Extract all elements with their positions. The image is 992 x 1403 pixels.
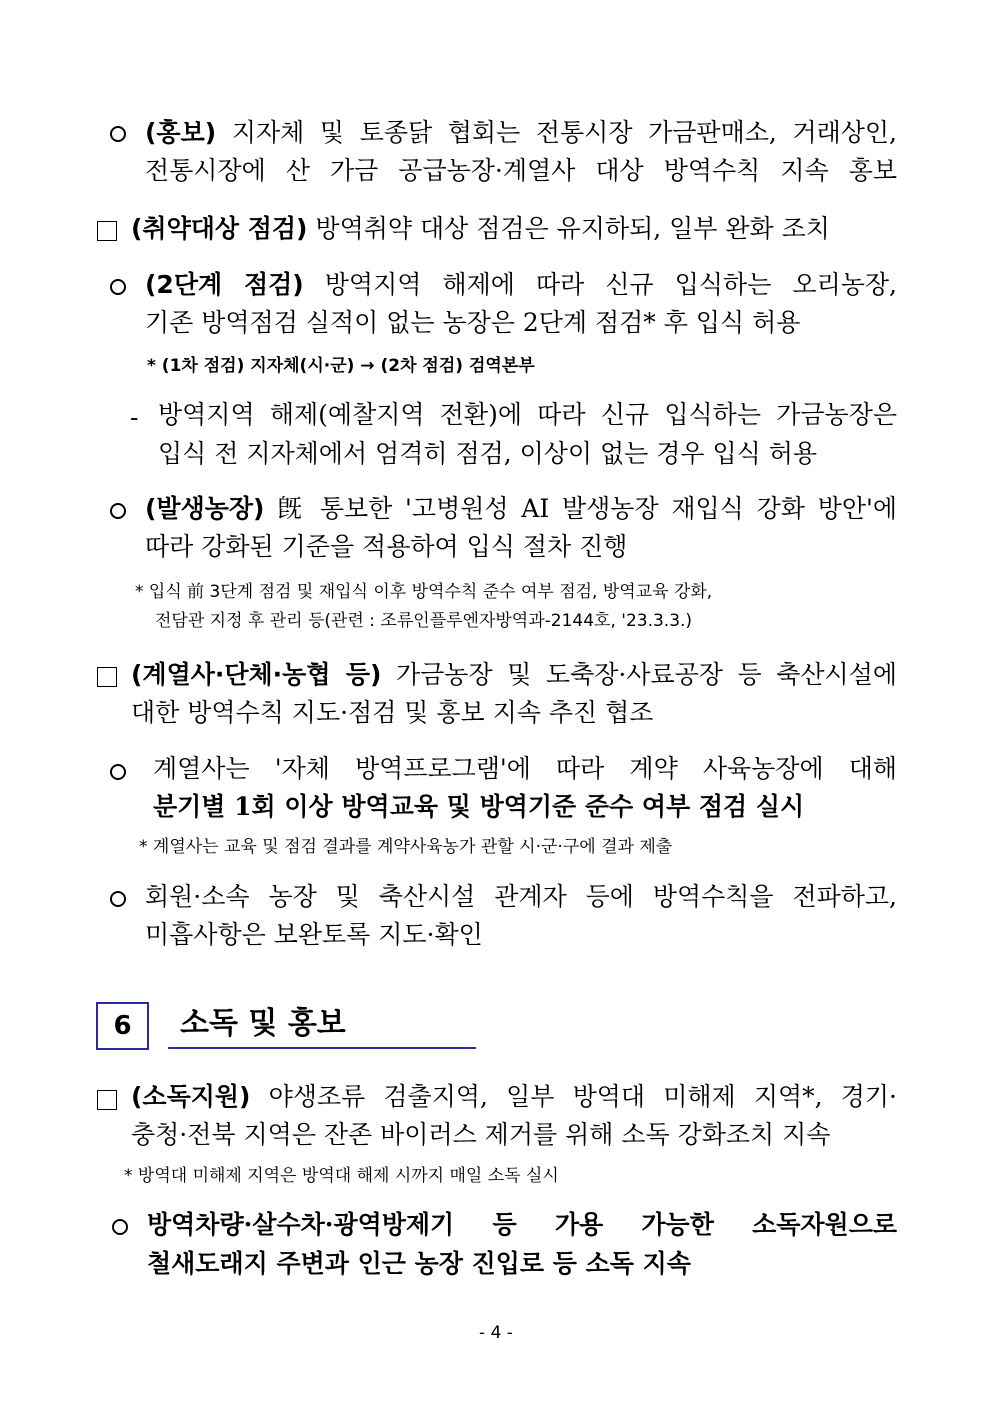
two-stage-text-1: 방역지역 해제에 따라 신규 입식하는 오리농장, bbox=[324, 270, 897, 299]
resources-line-1 bbox=[147, 1208, 897, 1242]
outbreak-note-2: 전담관 지정 후 관리 등(관련 : 조류인플루엔자방역과-2144호, '23.3.3.) bbox=[155, 611, 693, 631]
affiliate-program-line-2 bbox=[153, 790, 804, 824]
resources-text-2: 철새도래지 주변과 인근 농장 진입로 등 소독 지속 bbox=[147, 1249, 691, 1278]
poultry-entry-line-1 bbox=[158, 398, 897, 432]
circle-bullet-icon bbox=[110, 279, 126, 295]
affiliates-text-2: 대한 방역수칙 지도·점검 및 홍보 지속 추진 협조 bbox=[131, 698, 654, 727]
disinfection-line-2 bbox=[131, 1118, 830, 1152]
affiliates-text-1: 가금농장 및 도축장·사료공장 등 축산시설에 bbox=[396, 660, 898, 689]
poultry-entry-text-2: 입식 전 지자체에서 엄격히 점검, 이상이 없는 경우 입식 허용 bbox=[158, 439, 818, 468]
vulnerable-line bbox=[131, 212, 830, 246]
circle-bullet-icon bbox=[112, 1219, 128, 1235]
outbreak-text-1: 旣 통보한 '고병원성 AI 발생농장 재입식 강화 방안'에 bbox=[277, 494, 897, 523]
two-stage-heading: (2단계 점검) bbox=[145, 270, 304, 299]
outbreak-line-2 bbox=[145, 530, 627, 564]
circle-bullet-icon bbox=[110, 126, 126, 142]
promo-line-1 bbox=[145, 116, 897, 150]
section-title: 소독 및 홍보 bbox=[180, 1006, 346, 1041]
circle-bullet-icon bbox=[110, 764, 126, 780]
section-title-underline bbox=[168, 1047, 476, 1049]
poultry-entry-dash: - bbox=[130, 403, 139, 432]
two-stage-note: * (1차 점검) 지자체(시·군) → (2차 점검) 검역본부 bbox=[147, 356, 535, 376]
outbreak-note-1: * 입식 前 3단계 점검 및 재입식 이후 방역수칙 준수 여부 점검, 방역교육 강화, bbox=[135, 582, 713, 602]
resources-line-2 bbox=[147, 1247, 691, 1281]
affiliate-program-text-1: 계열사는 '자체 방역프로그램'에 따라 계약 사육농장에 대해 bbox=[153, 754, 897, 783]
disinfection-text-1: 야생조류 검출지역, 일부 방역대 미해제 지역*, 경기· bbox=[268, 1082, 897, 1111]
affiliates-heading: (계열사·단체·농협 등) bbox=[131, 660, 382, 689]
poultry-entry-text-1: 방역지역 해제(예찰지역 전환)에 따라 신규 입식하는 가금농장은 bbox=[158, 400, 897, 429]
affiliate-program-text-2: 분기별 1회 이상 방역교육 및 방역기준 준수 여부 점검 실시 bbox=[153, 792, 805, 821]
two-stage-text-2: 기존 방역점검 실적이 없는 농장은 2단계 점검* 후 입식 허용 bbox=[145, 308, 801, 337]
promo-text-2: 전통시장에 산 가금 공급농장·계열사 대상 방역수칙 지속 홍보 bbox=[145, 156, 897, 185]
page-number: - 4 - bbox=[479, 1323, 513, 1343]
section-number-box: 6 bbox=[96, 1002, 149, 1050]
members-text-2: 미흡사항은 보완토록 지도·확인 bbox=[145, 920, 483, 949]
promo-heading: (홍보) bbox=[145, 118, 217, 147]
members-line-1 bbox=[145, 880, 897, 914]
square-bullet-icon bbox=[97, 667, 117, 687]
two-stage-line-2 bbox=[145, 306, 800, 340]
members-text-1: 회원·소속 농장 및 축산시설 관계자 등에 방역수칙을 전파하고, bbox=[145, 882, 897, 911]
vulnerable-text: 방역취약 대상 점검은 유지하되, 일부 완화 조치 bbox=[315, 214, 830, 243]
two-stage-line-1 bbox=[145, 268, 897, 302]
resources-text-1: 방역차량·살수차·광역방제기 등 가용 가능한 소독자원으로 bbox=[147, 1210, 897, 1239]
square-bullet-icon bbox=[97, 1090, 117, 1110]
vulnerable-heading: (취약대상 점검) bbox=[131, 214, 308, 243]
circle-bullet-icon bbox=[110, 503, 126, 519]
members-line-2 bbox=[145, 918, 483, 952]
disinfection-note: * 방역대 미해제 지역은 방역대 해제 시까지 매일 소독 실시 bbox=[124, 1166, 559, 1186]
poultry-entry-line-2 bbox=[158, 437, 817, 471]
outbreak-text-2: 따라 강화된 기준을 적용하여 입식 절차 진행 bbox=[145, 532, 628, 561]
promo-line-2 bbox=[145, 154, 897, 188]
disinfection-text-2: 충청·전북 지역은 잔존 바이러스 제거를 위해 소독 강화조치 지속 bbox=[131, 1120, 831, 1149]
affiliates-line-1 bbox=[131, 658, 897, 692]
affiliates-line-2 bbox=[131, 696, 653, 730]
disinfection-heading: (소독지원) bbox=[131, 1082, 251, 1111]
circle-bullet-icon bbox=[110, 891, 126, 907]
promo-text-1: 지자체 및 토종닭 협회는 전통시장 가금판매소, 거래상인, bbox=[231, 118, 898, 147]
affiliate-program-line-1 bbox=[153, 752, 897, 786]
affiliate-program-note: * 계열사는 교육 및 점검 결과를 계약사육농가 관할 시·군·구에 결과 제출 bbox=[139, 837, 673, 857]
outbreak-line-1 bbox=[145, 492, 897, 526]
outbreak-heading: (발생농장) bbox=[145, 494, 265, 523]
square-bullet-icon bbox=[97, 221, 117, 241]
disinfection-line-1 bbox=[131, 1080, 897, 1114]
